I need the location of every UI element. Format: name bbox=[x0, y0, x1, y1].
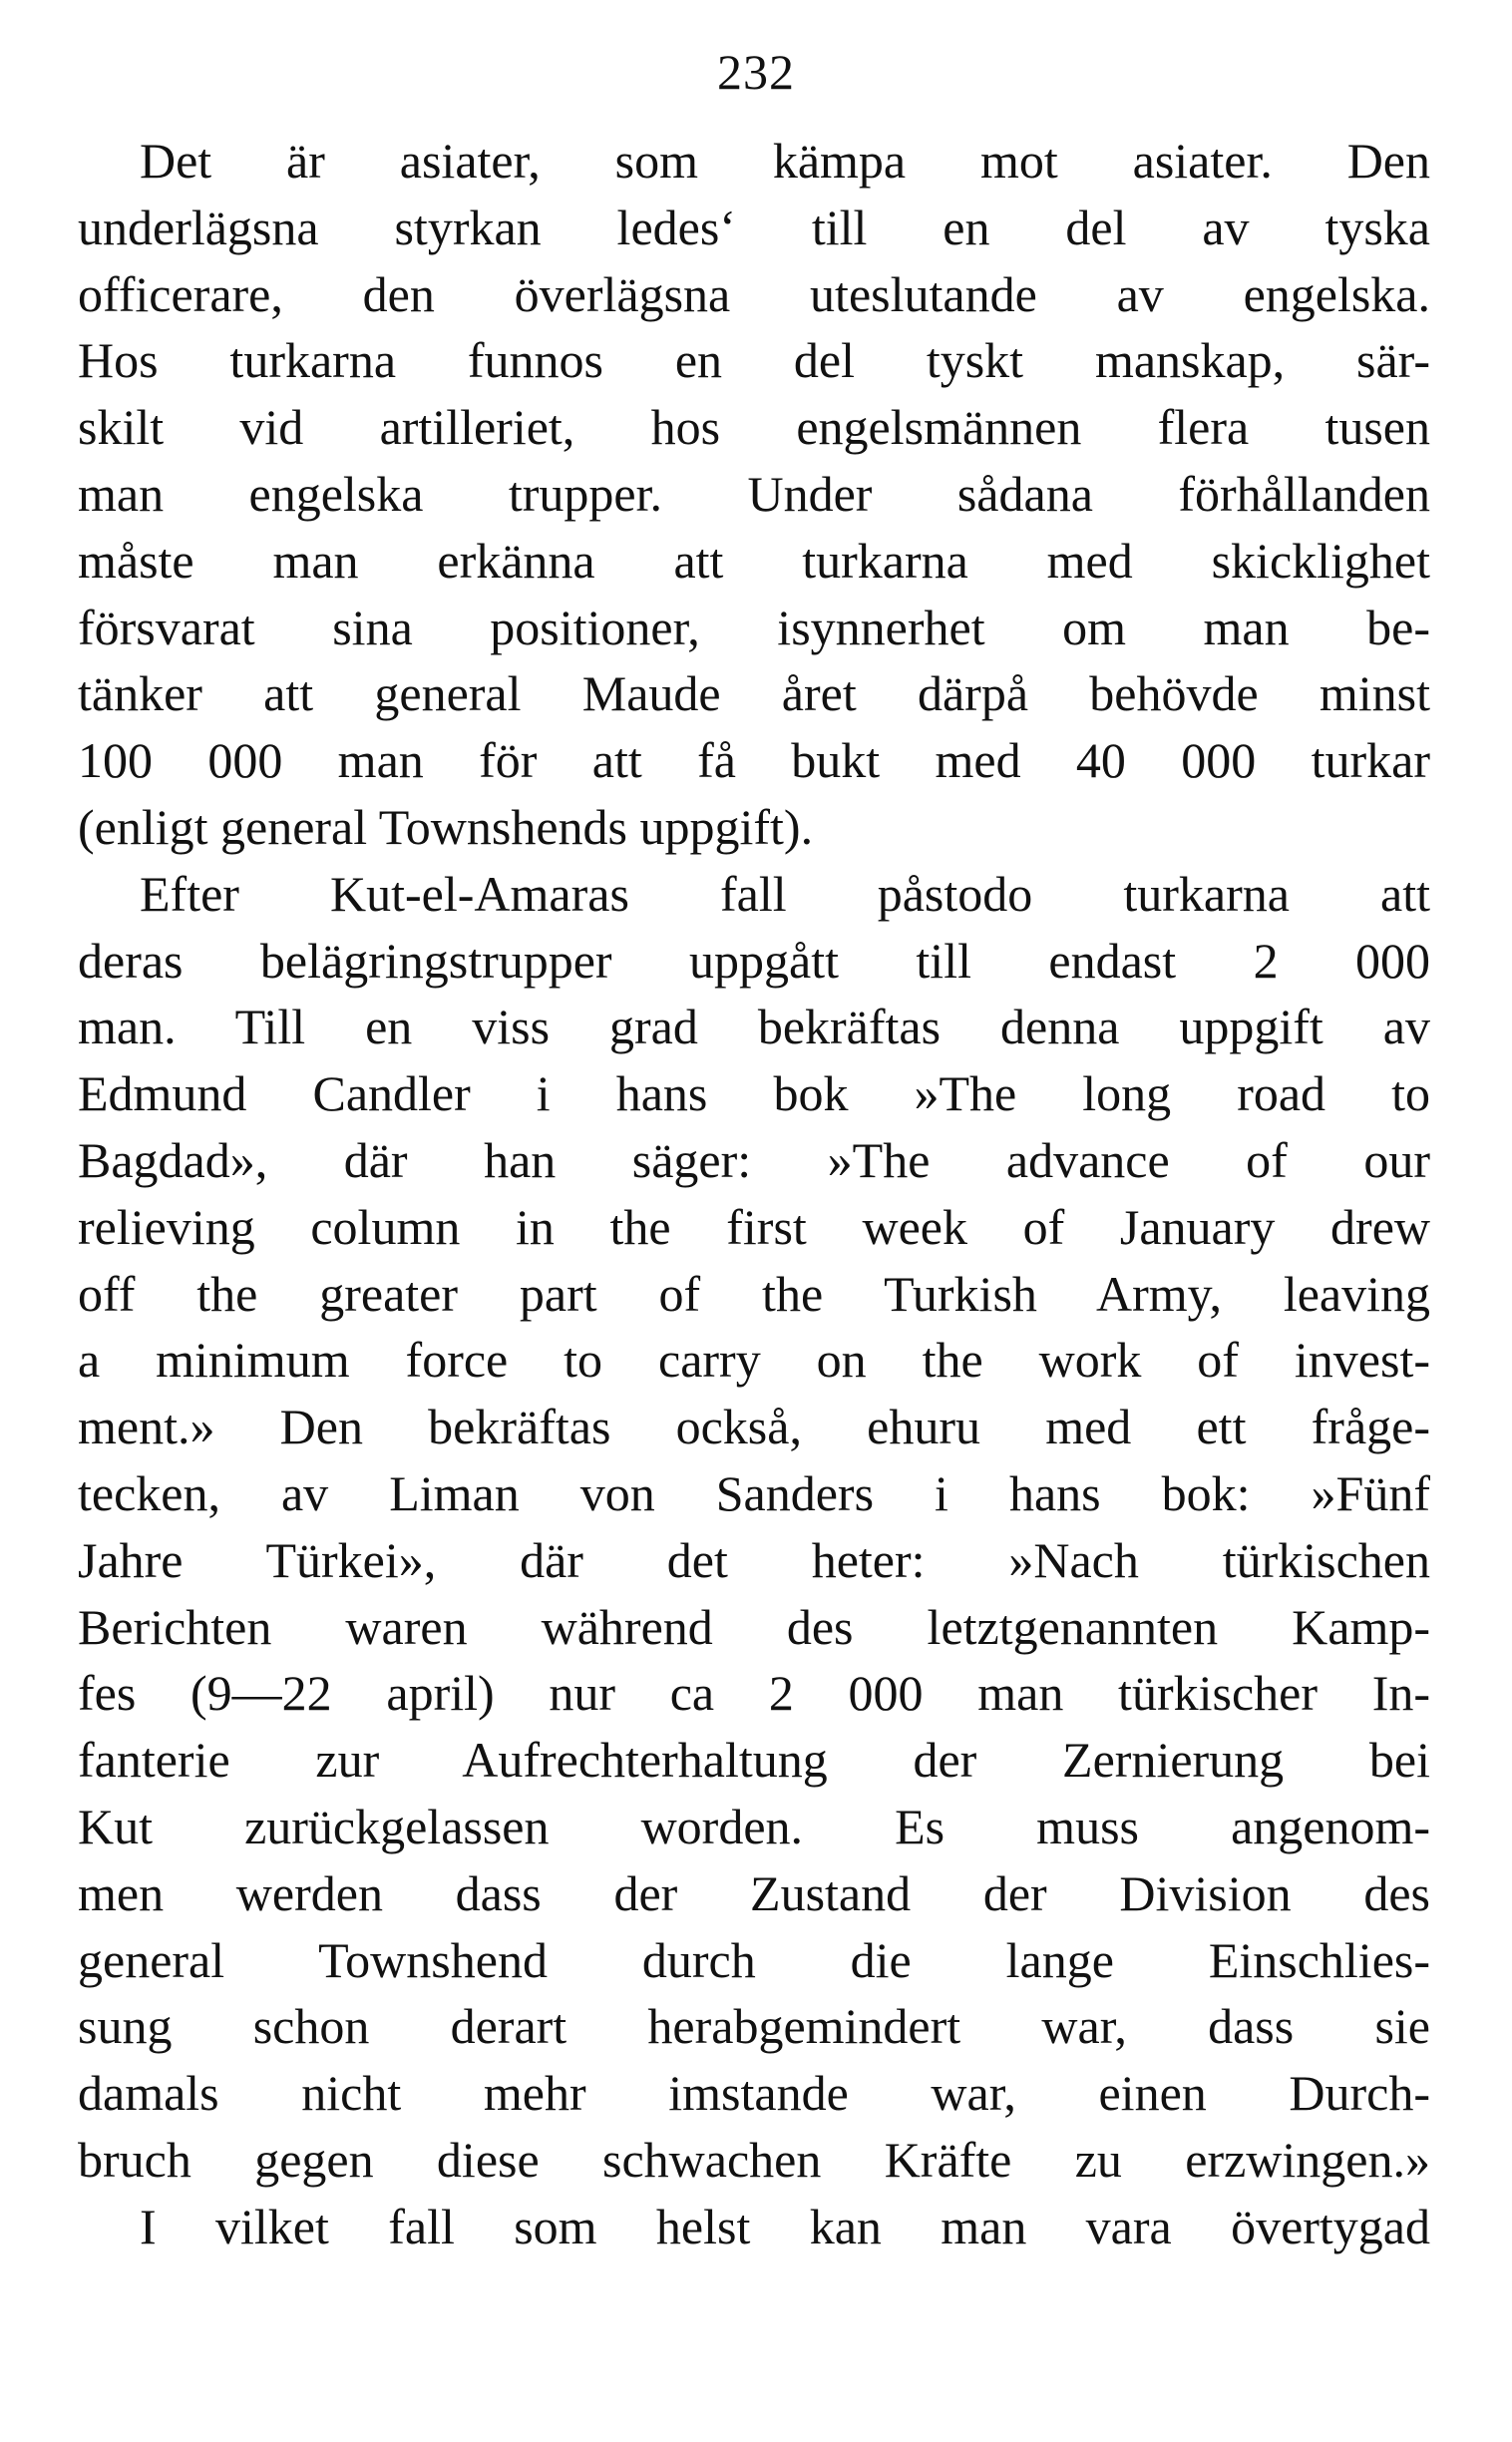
text-line: bruch gegen diese schwachen Kräfte zu erzwingen.» bbox=[78, 2131, 1430, 2188]
text-line: 100 000 man för att få bukt med 40 000 turkar bbox=[78, 732, 1430, 789]
text-line: sung schon derart herabgemindert war, dass sie bbox=[78, 1998, 1430, 2055]
page-number: 232 bbox=[717, 44, 795, 100]
text-line: man engelska trupper. Under sådana förhållanden bbox=[78, 465, 1430, 522]
text-line: Kut zurückgelassen worden. Es muss angenom- bbox=[78, 1798, 1430, 1854]
text-line: damals nicht mehr imstande war, einen Durch- bbox=[78, 2065, 1430, 2122]
text-line: relieving column in the first week of January drew bbox=[78, 1198, 1430, 1255]
text-line: Jahre Türkei», där det heter: »Nach türkischen bbox=[78, 1531, 1430, 1588]
text-line: underlägsna styrkan ledes‘ till en del av tyska bbox=[78, 199, 1430, 255]
text-line: Det är asiater, som kämpa mot asiater. Den bbox=[140, 133, 1430, 189]
text-line: Efter Kut-el-Amaras fall påstodo turkarna att bbox=[140, 865, 1430, 922]
text-line: Edmund Candler i hans bok »The long road to bbox=[78, 1065, 1430, 1122]
text-line: försvarat sina positioner, isynnerhet om man be- bbox=[78, 599, 1430, 655]
text-line: fes (9—22 april) nur ca 2 000 man türkischer In- bbox=[78, 1665, 1430, 1722]
text-line: off the greater part of the Turkish Army, leaving bbox=[78, 1265, 1430, 1322]
text-line: a minimum force to carry on the work of invest- bbox=[78, 1332, 1430, 1389]
text-line: (enligt general Townshends uppgift). bbox=[78, 798, 814, 855]
text-line: måste man erkänna att turkarna med skicklighet bbox=[78, 532, 1430, 589]
text-line: officerare, den överlägsna uteslutande av engelska. bbox=[78, 265, 1430, 322]
text-line: ment.» Den bekräftas också, ehuru med ett fråge- bbox=[78, 1399, 1430, 1455]
text-line: tecken, av Liman von Sanders i hans bok: »Fünf bbox=[78, 1464, 1430, 1521]
text-line: man. Till en viss grad bekräftas denna uppgift av bbox=[78, 999, 1430, 1055]
text-line: I vilket fall som helst kan man vara övertygad bbox=[140, 2198, 1430, 2254]
text-line: Bagdad», där han säger: »The advance of our bbox=[78, 1131, 1430, 1188]
text-line: general Townshend durch die lange Einschlies- bbox=[78, 1931, 1430, 1988]
text-line: tänker att general Maude året därpå behövde minst bbox=[78, 665, 1430, 722]
text-line: Berichten waren während des letztgenannten Kamp- bbox=[78, 1598, 1430, 1655]
body-text bbox=[78, 128, 1430, 2260]
text-line: fanterie zur Aufrechterhaltung der Zernierung bei bbox=[78, 1732, 1430, 1789]
text-line: skilt vid artilleriet, hos engelsmännen flera tusen bbox=[78, 399, 1430, 456]
text-line: Hos turkarna funnos en del tyskt manskap, sär- bbox=[78, 332, 1430, 389]
text-line: men werden dass der Zustand der Division des bbox=[78, 1864, 1430, 1921]
text-line: deras belägringstrupper uppgått till endast 2 000 bbox=[78, 932, 1430, 989]
